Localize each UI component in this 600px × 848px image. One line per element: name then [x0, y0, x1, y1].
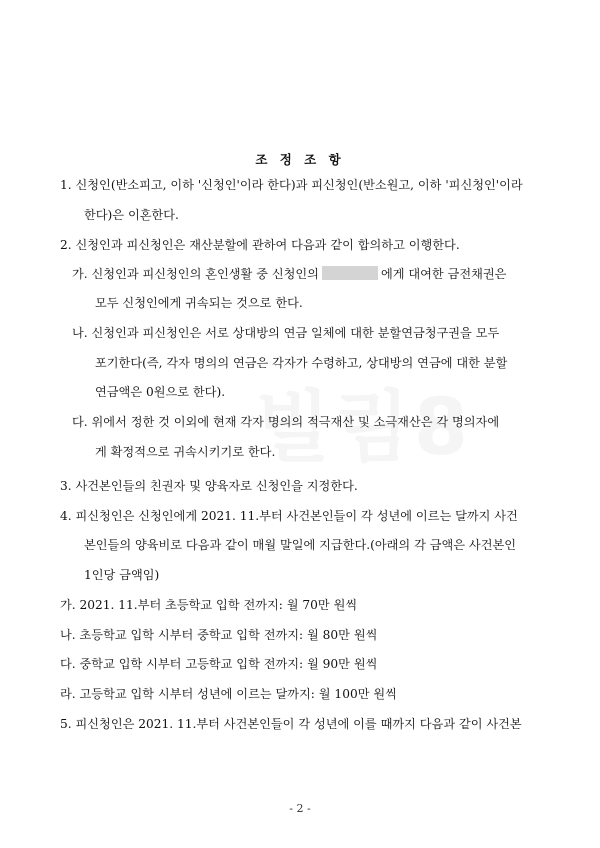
item-4-line-1: 4. 피신청인은 신청인에게 2021. 11.부터 사건본인들이 각 성년에 이르는 달까지 사건: [60, 509, 518, 523]
item-2a-line-1: [72, 266, 506, 282]
item-2b-line-1: 나. 신청인과 피신청인은 서로 상대방의 연금 일체에 대한 분할연금청구권을 모두: [72, 326, 500, 340]
page-number: - 2 -: [289, 802, 311, 815]
item-2a-text-after: 에게 대여한 금전채권은: [380, 267, 507, 281]
item-2b-line-3: 연금액은 0원으로 한다).: [95, 385, 226, 399]
document-title: 조 정 조 항: [255, 152, 345, 167]
item-2c-line-1: 다. 위에서 정한 것 이외에 현재 각자 명의의 적극재산 및 소극재산은 각 명의자에: [72, 415, 500, 429]
item-4b-line: 나. 초등학교 입학 시부터 중학교 입학 전까지: 월 80만 원씩: [60, 628, 378, 642]
item-4d-line: 라. 고등학교 입학 시부터 성년에 이르는 달까지: 월 100만 원씩: [60, 687, 397, 701]
item-2a-line-2: 모두 신청인에게 귀속되는 것으로 한다.: [95, 296, 303, 310]
item-2a-text-before: 가. 신청인과 피신청인의 혼인생활 중 신청인의: [72, 267, 319, 281]
item-2-line: 2. 신청인과 피신청인은 재산분할에 관하여 다음과 같이 합의하고 이행한다.: [60, 238, 460, 252]
item-5-line-1: 5. 피신청인은 2021. 11.부터 사건본인들이 각 성년에 이를 때까지 다음과 같이 사건본: [60, 717, 522, 731]
item-4a-line: 가. 2021. 11.부터 초등학교 입학 전까지: 월 70만 원씩: [60, 598, 358, 612]
item-1-line-2: 한다)은 이혼한다.: [84, 208, 179, 222]
item-3-line: 3. 사건본인들의 친권자 및 양육자로 신청인을 지정한다.: [60, 479, 358, 493]
item-4-line-2: 본인들의 양육비로 다음과 같이 매월 말일에 지급한다.(아래의 각 금액은 사건본인: [84, 538, 517, 552]
item-2c-line-2: 게 확정적으로 귀속시키기로 한다.: [95, 445, 276, 459]
item-4-line-3: 1인당 금액임): [84, 568, 160, 582]
redaction-block: [322, 266, 378, 280]
item-4c-line: 다. 중학교 입학 시부터 고등학교 입학 전까지: 월 90만 원씩: [60, 657, 378, 671]
item-2b-line-2: 포기한다(즉, 각자 명의의 연금은 각자가 수령하고, 상대방의 연금에 대한 분할: [95, 356, 508, 370]
item-1-line-1: 1. 신청인(반소피고, 이하 '신청인'이라 한다)과 피신청인(반소원고, 이하 '피신청인'이라: [60, 178, 523, 192]
